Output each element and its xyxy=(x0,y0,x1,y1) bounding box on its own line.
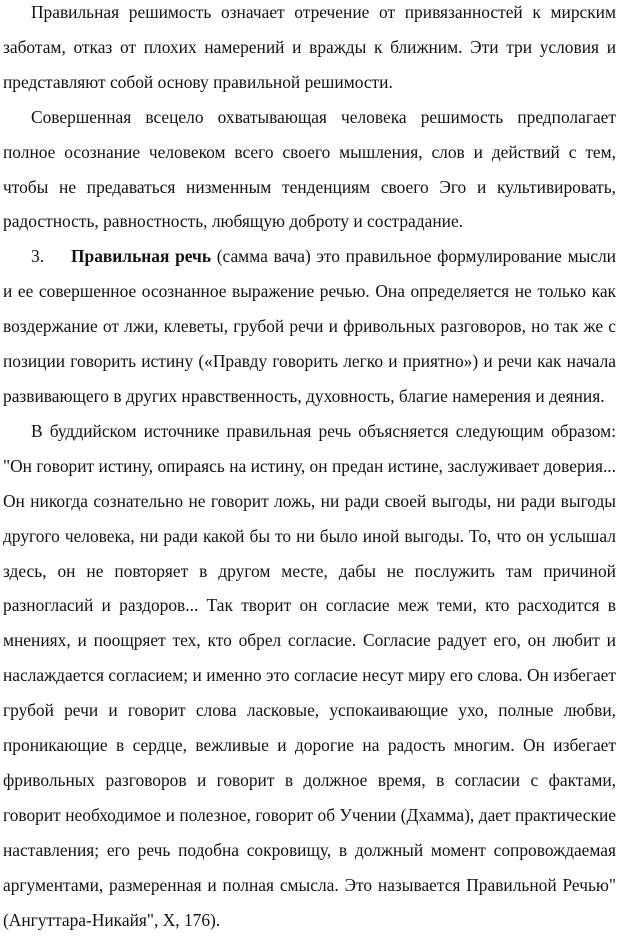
paragraph-buddhist-source-quote: В буддийском источнике правильная речь объясняется следующим образом: "Он говорит истину, опираясь на истину, он предан истине, заслуживает доверия... Он никогда сознательно не говорит ложь, ни ради своей выгоды, ни ради выгоды другого человека, ни ради какой бы то ни было иной выгоды. То, что он услышал здесь, он не повторяет в другом месте, дабы не послужить там причиной разногласий и раздоров... Так творит он согласие меж теми, кто расходится в мнениях, и поощряет тех, кто обрел согласие. Согласие радует его, он любит и наслаждается согласием; и именно это согласие несут миру его слова. Он избегает грубой речи и говорит слова ласковые, успокаивающие ухо, полные любви, проникающие в сердце, вежливые и дорогие на радость многим. Он избегает фривольных разговоров и говорит в должное время, в согласии с фактами, говорит необходимое и полезное, говорит об Учении (Дхамма), дает практические наставления; его речь подобна сокровищу, в должный момент сопровождаемая аргументами, размеренная и полная смысла. Это называется Правильной Речью" (Ангуттара-Никайя", X, 176). xyxy=(3,420,616,930)
paragraph-right-resolve-renunciation: Правильная решимость означает отречение от привязанностей к мирским заботам, отказ от плохих намерений и вражды к ближним. Эти три условия и представляют собой основу правильной решимости. xyxy=(3,2,616,92)
paragraph-right-speech xyxy=(3,239,616,414)
term-right-speech: Правильная речь xyxy=(71,246,212,267)
paragraph-perfect-resolve: Совершенная всецело охватывающая человека решимость предполагает полное осознание человеком всего своего мышления, слов и действий с тем, чтобы не предаваться низменным тенденциям своего Эго и культивировать, радостность, равностность, любящую доброту и сострадание. xyxy=(3,106,616,232)
paragraph-right-speech-text: (самма вача) это правильное формулирование мысли и ее совершенное осознанное выражение речью. Она определяется не только как воздержание от лжи, клеветы, грубой речи и фривольных разговоров, но так же с позиции говорить истину («Правду говорить легко и приятно») и речи как начала развивающего в других нравственность, духовность, благие намерения и деяния. xyxy=(3,246,616,406)
list-number: 3. xyxy=(31,246,45,267)
